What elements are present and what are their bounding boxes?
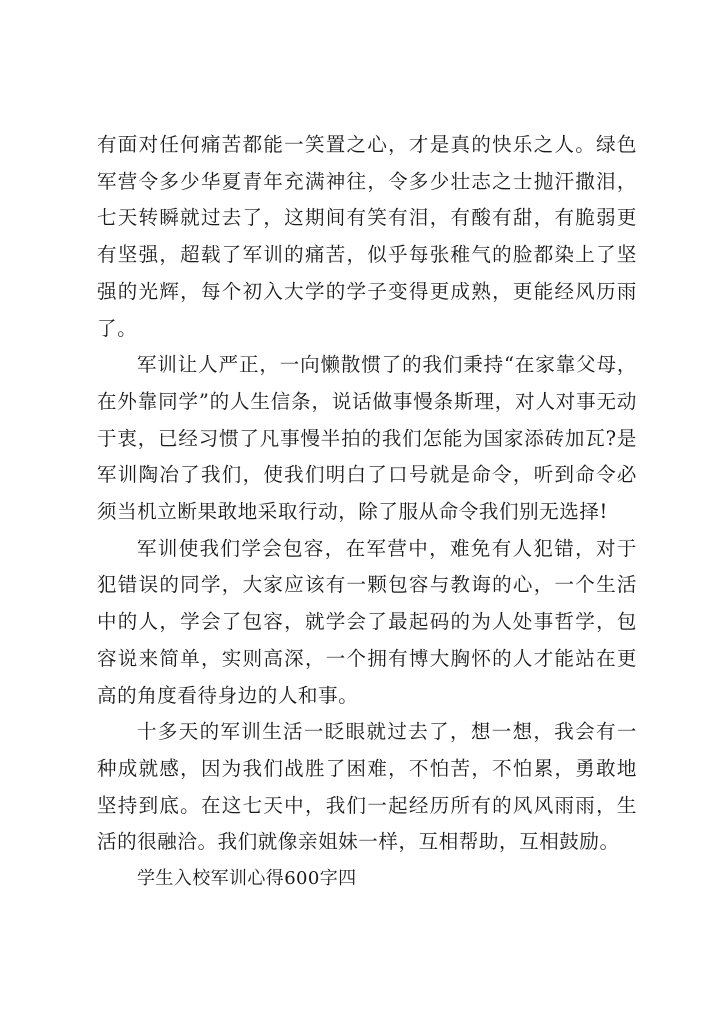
paragraph-2: 军训让人严正，一向懒散惯了的我们秉持“在家靠父母，在外靠同学”的人生信条，说话做事慢条斯理，对人对事无动于衷，已经习惯了凡事慢半拍的我们怎能为国家添砖加瓦?是军训陶冶了我们，使我们明白了口号就是命令，听到命令必须当机立断果敢地采取行动，除了服从命令我们别无选择!	[97, 353, 637, 524]
document-body	[97, 127, 637, 898]
paragraph-4: 十多天的军训生活一眨眼就过去了，想一想，我会有一种成就感，因为我们战胜了困难，不怕苦，不怕累，勇敢地坚持到底。在这七天中，我们一起经历所有的风风雨雨，生活的很融洽。我们就像亲姐妹一样，互相帮助，互相鼓励。	[97, 720, 637, 854]
paragraph-1: 有面对任何痛苦都能一笑置之心，才是真的快乐之人。绿色军营令多少华夏青年充满神往，令多少壮志之士抛汗撒泪，七天转瞬就过去了，这期间有笑有泪，有酸有甜，有脆弱更有坚强，超载了军训的痛苦，似乎每张稚气的脸都染上了坚强的光辉，每个初入大学的学子变得更成熟，更能经风历雨了。	[97, 133, 637, 340]
paragraph-3: 军训使我们学会包容，在军营中，难免有人犯错，对于犯错误的同学，大家应该有一颗包容与教诲的心，一个生活中的人，学会了包容，就学会了最起码的为人处事哲学，包容说来简单，实则高深，一个拥有博大胸怀的人才能站在更高的角度看待身边的人和事。	[97, 536, 637, 707]
section-heading: 学生入校军训心得600字四	[137, 868, 357, 890]
